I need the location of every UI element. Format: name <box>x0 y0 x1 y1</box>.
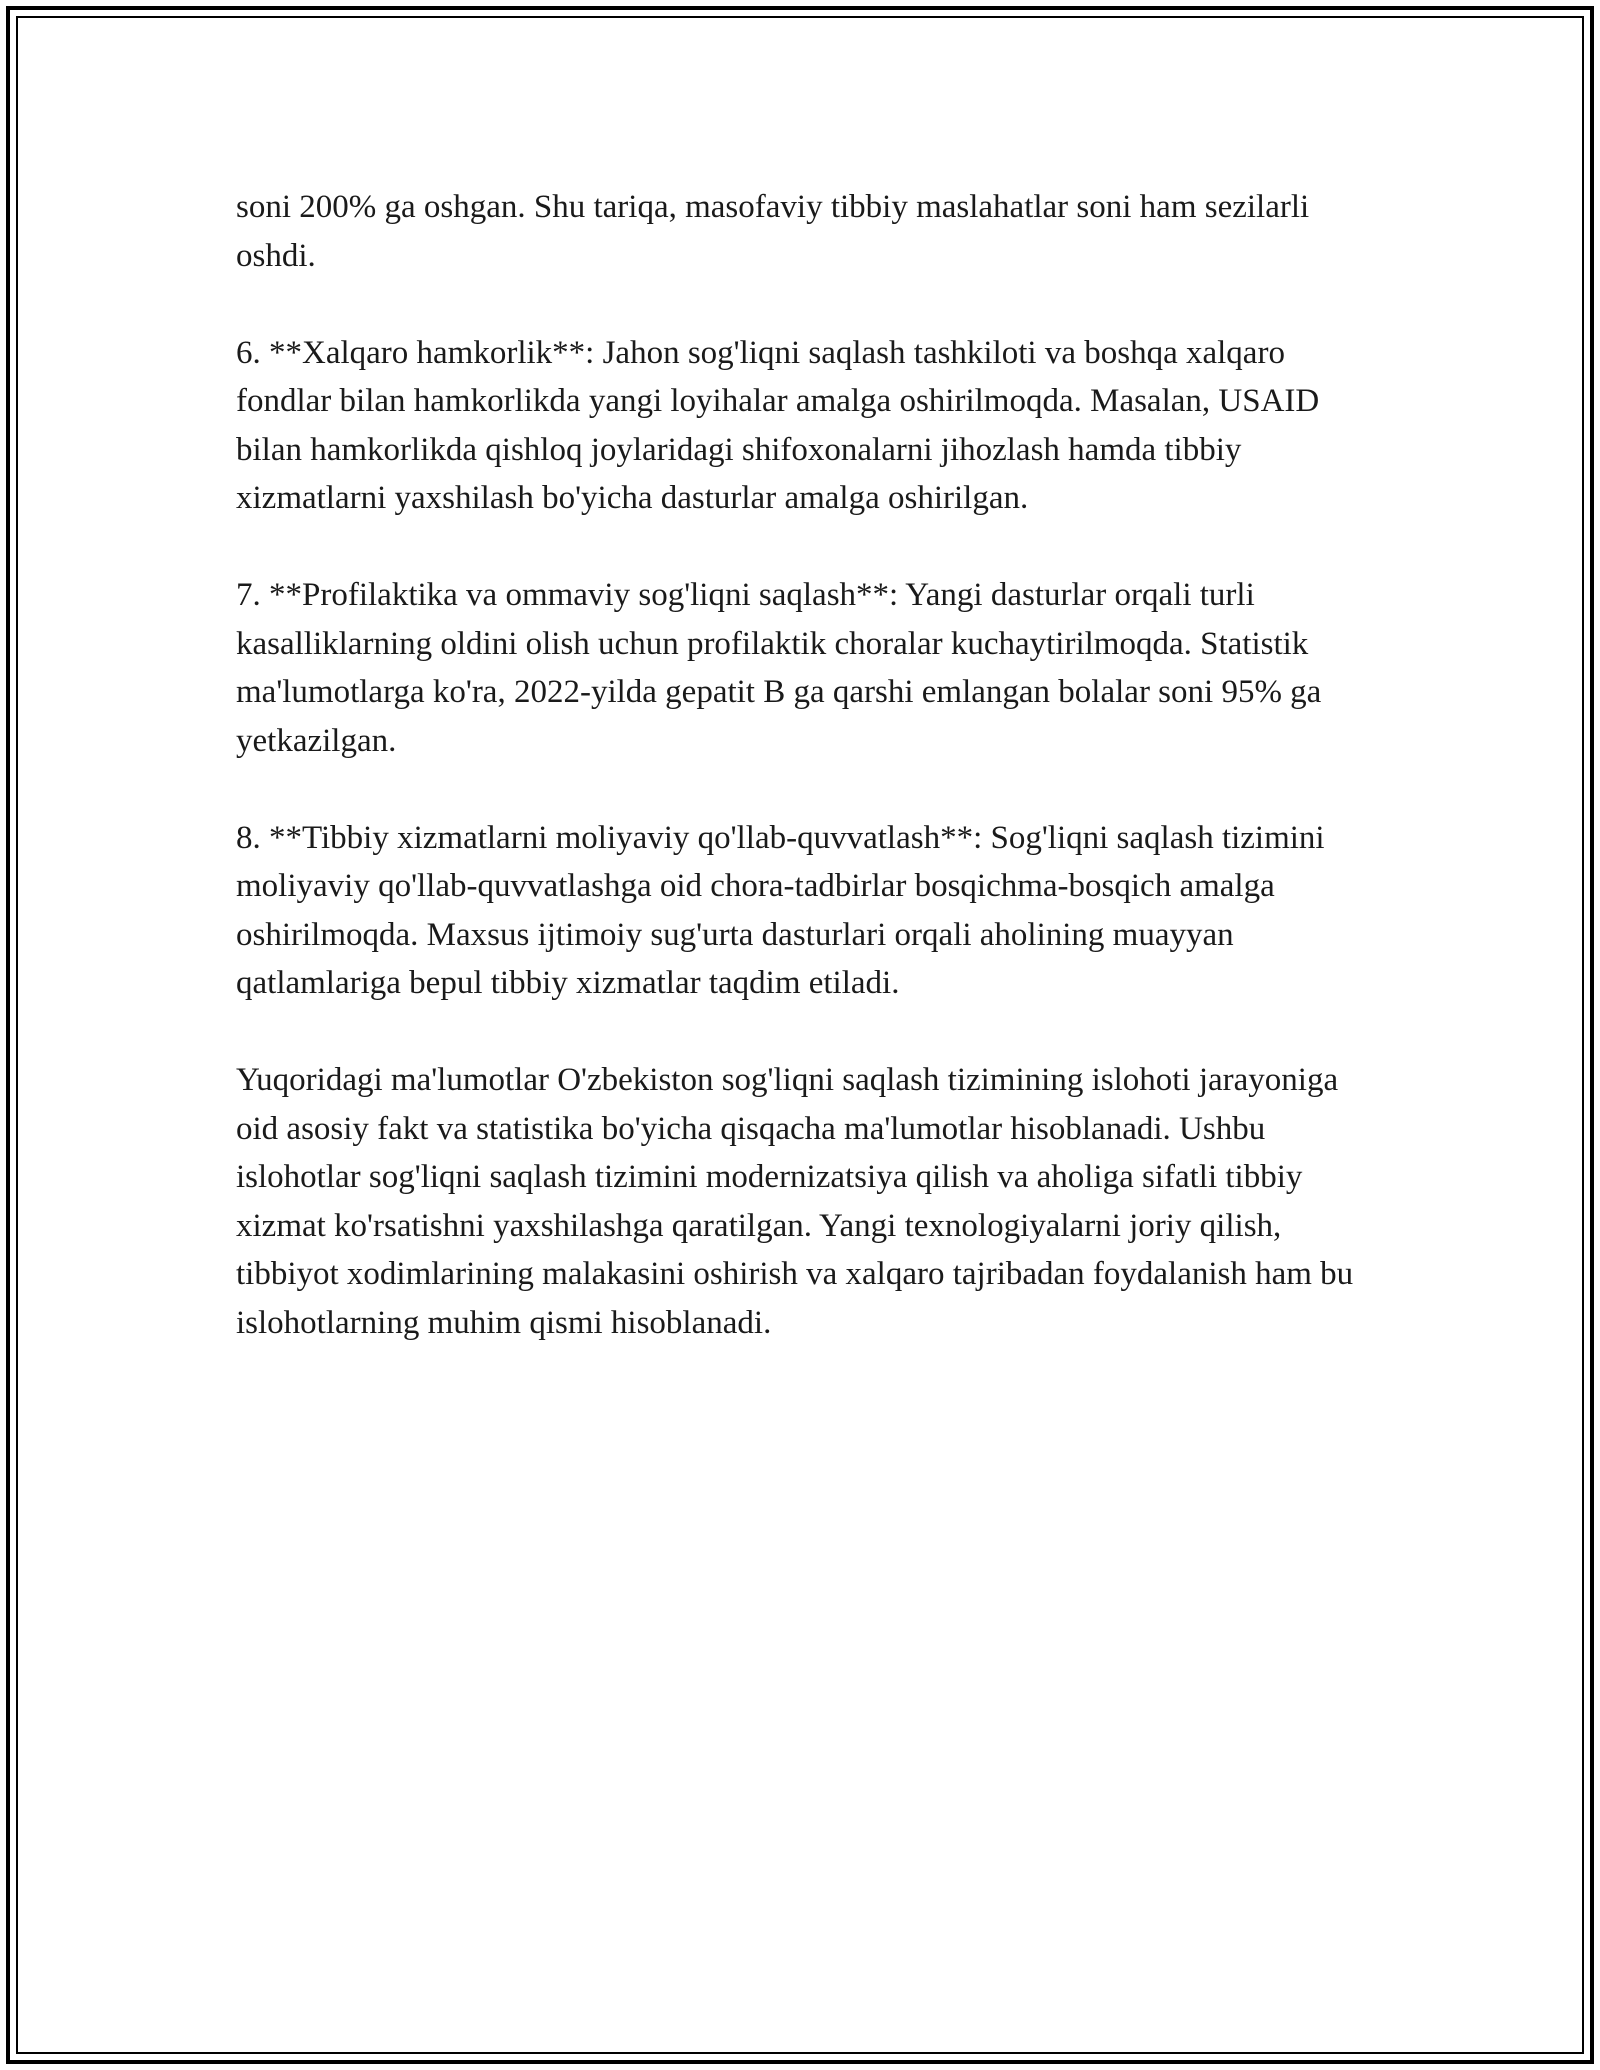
paragraph-item-6: 6. **Xalqaro hamkorlik**: Jahon sog'liqni saqlash tashkiloti va boshqa xalqaro fondlar bilan hamkorlikda yangi loyihalar amalga oshirilmoqda. Masalan, USAID bilan hamkorlikda qishloq joylaridagi shifoxonalarni jihozlash hamda tibbiy xizmatlarni yaxshilash bo'yicha dasturlar amalga oshirilgan. <box>236 334 1320 516</box>
paragraph-continuation: soni 200% ga oshgan. Shu tariqa, masofaviy tibbiy maslahatlar soni ham sezilarli oshdi. <box>236 189 1310 274</box>
paragraph-item-8: 8. **Tibbiy xizmatlarni moliyaviy qo'llab-quvvatlash**: Sog'liqni saqlash tizimini moliyaviy qo'llab-quvvatlashga oid chora-tadbirlar bosqichma-bosqich amalga oshirilmoqda. Maxsus ijtimoiy sug'urta dasturlari orqali aholining muayyan qatlamlariga bepul tibbiy xizmatlar taqdim etiladi. <box>236 819 1325 1001</box>
paragraph-conclusion: Yuqoridagi ma'lumotlar O'zbekiston sog'liqni saqlash tizimining islohoti jarayoniga oid asosiy fakt va statistika bo'yicha qisqacha ma'lumotlar hisoblanadi. Ushbu islohotlar sog'liqni saqlash tizimini modernizatsiya qilish va aholiga sifatli tibbiy xizmat ko'rsatishni yaxshilashga qaratilgan. Yangi texnologiyalarni joriy qilish, tibbiyot xodimlarining malakasini oshirish va xalqaro tajribadan foydalanish ham bu islohotlarning muhim qismi hisoblanadi. <box>236 1062 1354 1341</box>
document-body <box>236 183 1376 1347</box>
paragraph-item-7: 7. **Profilaktika va ommaviy sog'liqni saqlash**: Yangi dasturlar orqali turli kasalliklarning oldini olish uchun profilaktik choralar kuchaytirilmoqda. Statistik ma'lumotlarga ko'ra, 2022-yilda gepatit B ga qarshi emlangan bolalar soni 95% ga yetkazilgan. <box>236 577 1322 759</box>
